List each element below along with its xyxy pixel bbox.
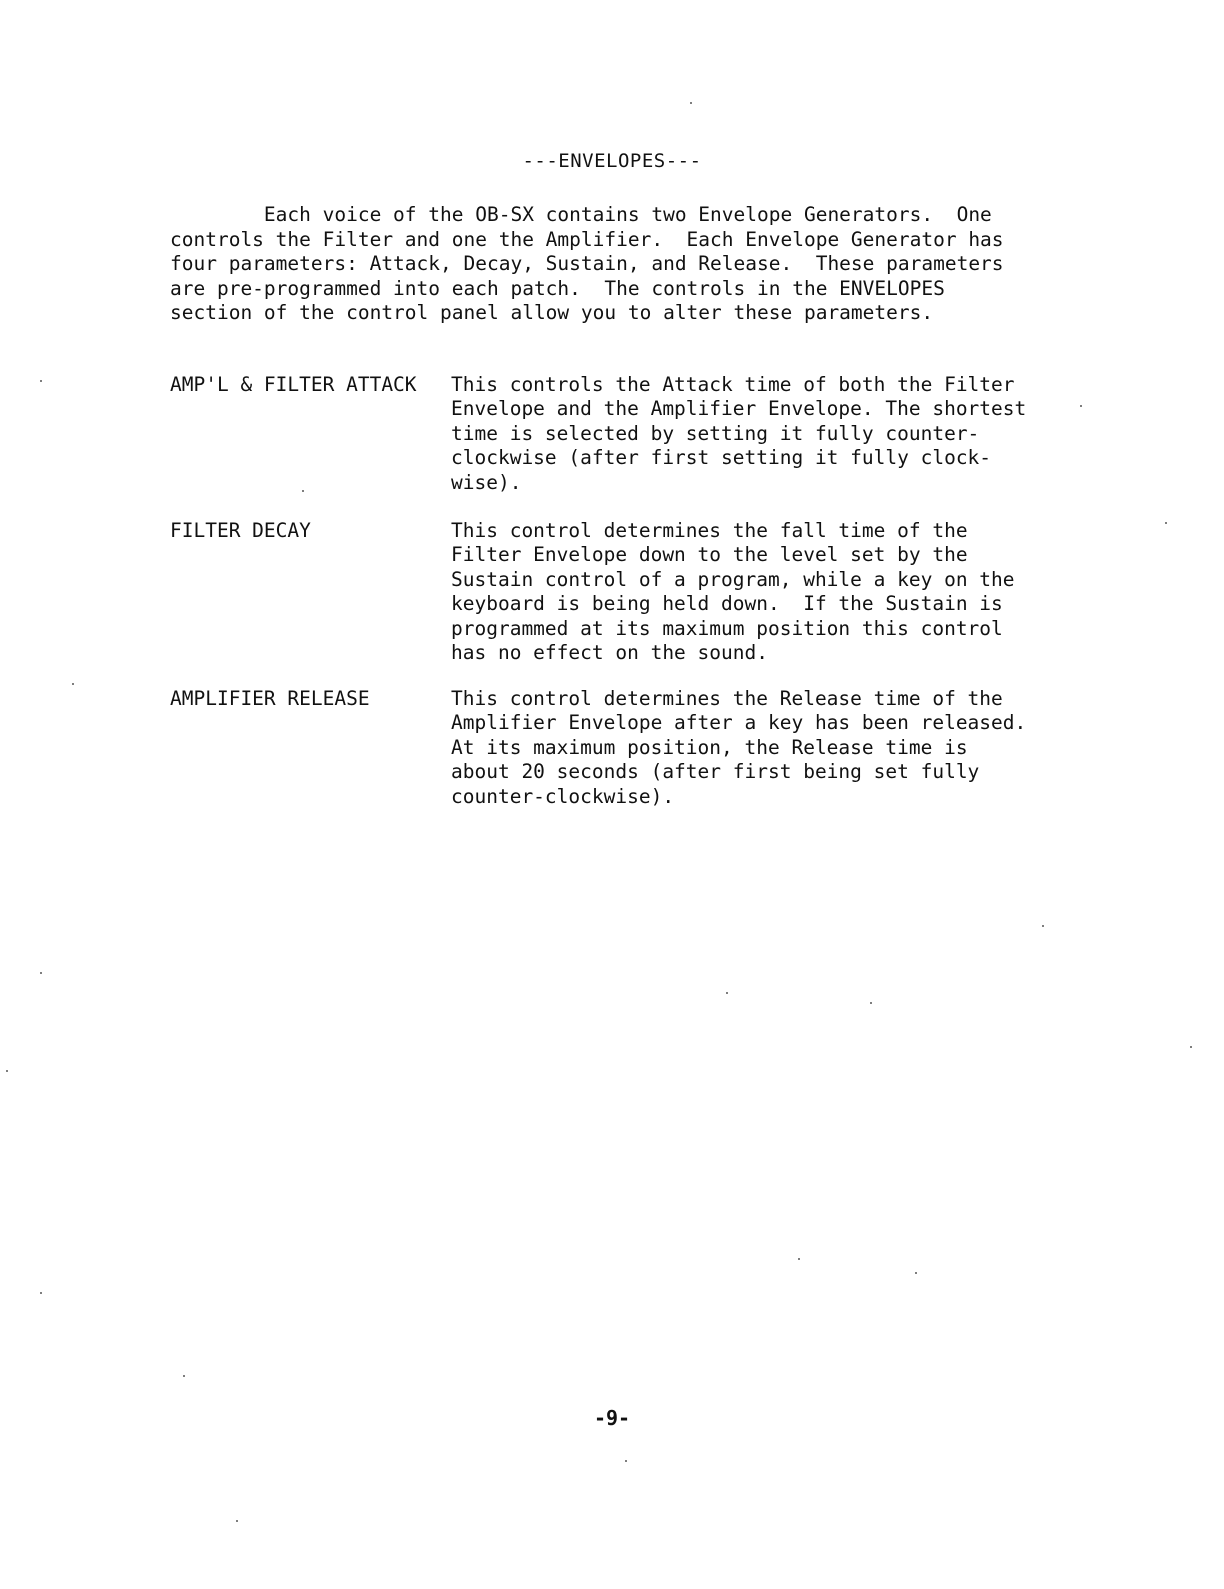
description-line: This control determines the Release time of the [451, 687, 1003, 710]
scan-speck [302, 490, 304, 492]
scan-speck [870, 1002, 872, 1004]
intro-line: section of the control panel allow you to alter these parameters. [170, 301, 934, 325]
description-line: wise). [451, 470, 522, 494]
definition-description [451, 519, 1071, 665]
scan-speck [183, 1375, 185, 1377]
scan-speck [625, 1460, 627, 1462]
description-line: This controls the Attack time of both the Filter [451, 373, 1015, 396]
description-line: At its maximum position, the Release time is [451, 735, 968, 759]
intro-line: controls the Filter and one the Amplifier. Each Envelope Generator has [170, 227, 1004, 251]
scan-speck [40, 972, 42, 974]
definition-description [451, 687, 1071, 809]
scan-speck [798, 1258, 800, 1260]
scan-speck [1080, 405, 1082, 407]
description-line: about 20 seconds (after first being set fully [451, 760, 980, 784]
scan-speck [726, 992, 728, 994]
description-line: programmed at its maximum position this control [451, 616, 1003, 640]
scan-speck [40, 380, 42, 382]
description-line: time is selected by setting it fully counter- [451, 421, 980, 445]
scan-speck [690, 102, 692, 104]
description-line: Amplifier Envelope after a key has been released. [451, 711, 1027, 735]
definition-description [451, 373, 1071, 495]
description-line: counter-clockwise). [451, 784, 675, 808]
page-number: -9- [593, 1406, 631, 1430]
intro-paragraph [170, 203, 1050, 326]
scan-speck [6, 1070, 8, 1072]
scan-speck [915, 1272, 917, 1274]
intro-line: are pre-programmed into each patch. The controls in the ENVELOPES [170, 276, 945, 300]
description-line: Envelope and the Amplifier Envelope. The shortest [451, 397, 1027, 421]
description-line: Sustain control of a program, while a key on the [451, 567, 1015, 591]
definition-term: AMP'L & FILTER ATTACK [170, 373, 417, 396]
description-line: keyboard is being held down. If the Sustain is [451, 592, 1003, 616]
definition-term: FILTER DECAY [170, 519, 311, 542]
scan-speck [1190, 1046, 1192, 1048]
intro-line: Each voice of the OB-SX contains two Envelope Generators. One [170, 203, 992, 226]
definition-term: AMPLIFIER RELEASE [170, 687, 370, 710]
description-line: Filter Envelope down to the level set by the [451, 543, 968, 567]
description-line: has no effect on the sound. [451, 641, 768, 665]
section-heading: ---ENVELOPES--- [522, 150, 702, 172]
intro-line: four parameters: Attack, Decay, Sustain, and Release. These parameters [170, 252, 1004, 276]
scan-speck [1165, 522, 1167, 524]
description-line: clockwise (after first setting it fully clock- [451, 446, 992, 470]
scan-speck [72, 683, 74, 685]
description-line: This control determines the fall time of the [451, 519, 968, 542]
scan-speck [1042, 925, 1044, 927]
scan-speck [40, 1292, 42, 1294]
scan-speck [236, 1520, 238, 1522]
